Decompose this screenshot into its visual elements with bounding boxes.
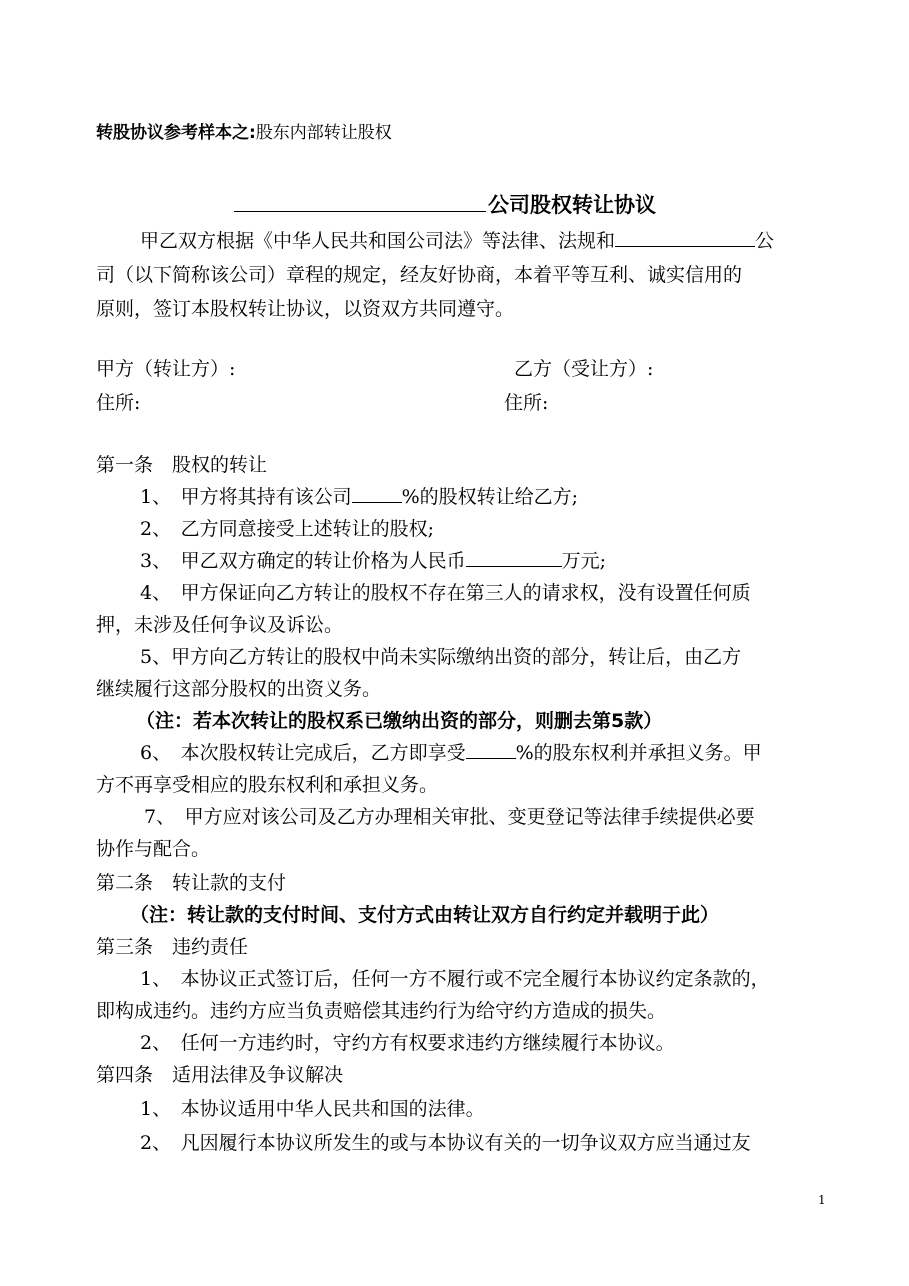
article-1-item-1	[140, 480, 880, 514]
intro-line-1-b: 公	[755, 230, 775, 252]
article-1-item-1-a: 1、 甲方将其持有该公司	[140, 486, 352, 508]
article-3-item-1-line-2: 即构成违约。违约方应当负责赔偿其违约行为给守约方造成的损失。	[96, 1000, 667, 1022]
article-1-item-7-line-1: 7、 甲方应对该公司及乙方办理相关审批、变更登记等法律手续提供必要	[144, 806, 755, 828]
article-1-item-3-a: 3、 甲乙双方确定的转让价格为人民币	[140, 550, 466, 572]
header-normal: 股东内部转让股权	[255, 123, 392, 143]
intro-line-2: 司（以下简称该公司）章程的规定，经友好协商，本着平等互利、诚实信用的	[96, 264, 743, 286]
company-blank	[615, 227, 755, 247]
header-bold: 转股协议参考样本之:	[96, 123, 256, 143]
percent-blank-1	[352, 483, 402, 503]
address-b-label: 住所:	[504, 392, 549, 414]
company-name-blank	[234, 189, 486, 212]
article-3-heading: 第三条 违约责任	[96, 936, 249, 958]
article-1-item-5-line-2: 继续履行这部分股权的出资义务。	[96, 678, 382, 700]
article-1-heading: 第一条 股权的转让	[96, 454, 268, 476]
article-3-item-1-line-1: 1、 本协议正式签订后，任何一方不履行或不完全履行本协议约定条款的，	[140, 968, 770, 990]
article-1-item-6	[140, 736, 880, 770]
article-1-item-6-b: %的股东权利并承担义务。甲	[515, 742, 762, 764]
article-1-item-5-line-1: 5、甲方向乙方转让的股权中尚未实际缴纳出资的部分，转让后，由乙方	[140, 646, 742, 668]
intro-line-3: 原则，签订本股权转让协议，以资双方共同遵守。	[96, 298, 515, 320]
party-b-label: 乙方（受让方）:	[514, 358, 654, 380]
article-2-note: （注：转让款的支付时间、支付方式由转让双方自行约定并载明于此）	[130, 904, 720, 926]
article-1-item-6-line-2: 方不再享受相应的股东权利和承担义务。	[96, 774, 439, 796]
party-a-label: 甲方（转让方）:	[96, 358, 236, 380]
article-1-item-1-b: %的股权转让给乙方;	[401, 486, 579, 508]
intro-line-1-a: 甲乙双方根据《中华人民共和国公司法》等法律、法规和	[140, 230, 616, 252]
article-3-item-2: 2、 任何一方违约时，守约方有权要求违约方继续履行本协议。	[140, 1032, 675, 1054]
article-1-item-7-line-2: 协作与配合。	[96, 838, 211, 860]
percent-blank-2	[466, 739, 516, 759]
article-1-item-3	[140, 544, 880, 578]
article-2-heading: 第二条 转让款的支付	[96, 872, 287, 894]
document-header	[96, 120, 392, 146]
document-title	[234, 189, 656, 220]
article-1-item-6-a: 6、 本次股权转让完成后，乙方即享受	[140, 742, 466, 764]
title-text: 公司股权转让协议	[488, 193, 656, 217]
article-1-item-3-b: 万元;	[561, 550, 606, 572]
page-number: 1	[818, 1193, 826, 1207]
intro-line-1	[140, 224, 880, 258]
article-4-item-1: 1、 本协议适用中华人民共和国的法律。	[140, 1098, 485, 1120]
article-1-item-4-line-2: 押，未涉及任何争议及诉讼。	[96, 614, 344, 636]
article-1-item-2: 2、 乙方同意接受上述转让的股权;	[140, 518, 434, 540]
article-4-item-2: 2、 凡因履行本协议所发生的或与本协议有关的一切争议双方应当通过友	[140, 1132, 751, 1154]
price-blank	[466, 547, 562, 567]
article-1-item-4-line-1: 4、 甲方保证向乙方转让的股权不存在第三人的请求权，没有设置任何质	[140, 582, 751, 604]
address-a-label: 住所:	[96, 392, 141, 414]
article-1-note: （注：若本次转让的股权系已缴纳出资的部分，则删去第5款）	[136, 710, 663, 732]
article-4-heading: 第四条 适用法律及争议解决	[96, 1064, 344, 1086]
